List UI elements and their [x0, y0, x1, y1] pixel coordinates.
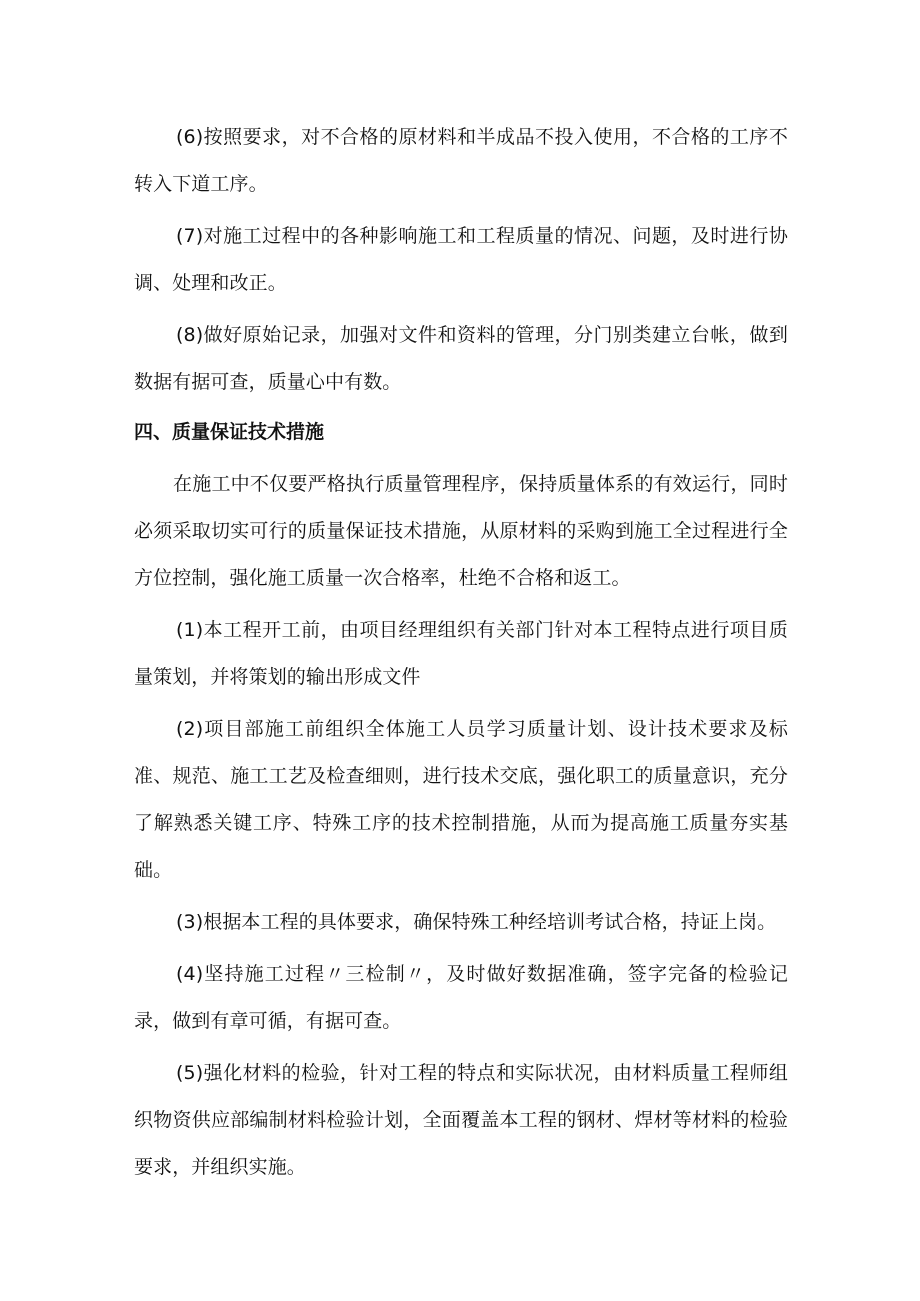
paragraph-item-8: (8)做好原始记录，加强对文件和资料的管理，分门别类建立台帐，做到数据有据可查，质量心中有数。 [134, 324, 788, 393]
measure-item-5: (5)强化材料的检验，针对工程的特点和实际状况，由材料质量工程师组织物资供应部编制材料检验计划，全面覆盖本工程的钢材、焊材等材料的检验要求，并组织实施。 [134, 1062, 788, 1178]
measure-item-4: (4)坚持施工过程〃三检制〃，及时做好数据准确，签字完备的检验记录，做到有章可循，有据可查。 [134, 963, 788, 1032]
section-heading-4: 四、质量保证技术措施 [134, 421, 325, 443]
measure-item-1: (1)本工程开工前，由项目经理组织有关部门针对本工程特点进行项目质量策划，并将策划的输出形成文件 [134, 619, 788, 688]
measure-item-2: (2)项目部施工前组织全体施工人员学习质量计划、设计技术要求及标准、规范、施工工艺及检查细则，进行技术交底，强化职工的质量意识，充分了解熟悉关键工序、特殊工序的技术控制措施，从而为提高施工质量夯实基础。 [134, 718, 788, 881]
paragraph-item-6: (6)按照要求，对不合格的原材料和半成品不投入使用，不合格的工序不转入下道工序。 [134, 126, 788, 195]
section-intro-paragraph: 在施工中不仅要严格执行质量管理程序，保持质量体系的有效运行，同时必须采取切实可行的质量保证技术措施，从原材料的采购到施工全过程进行全方位控制，强化施工质量一次合格率，杜绝不合格和返工。 [134, 473, 788, 589]
paragraph-item-7: (7)对施工过程中的各种影响施工和工程质量的情况、问题，及时进行协调、处理和改正。 [134, 225, 788, 294]
measure-item-3: (3)根据本工程的具体要求，确保特殊工种经培训考试合格，持证上岗。 [176, 911, 777, 933]
